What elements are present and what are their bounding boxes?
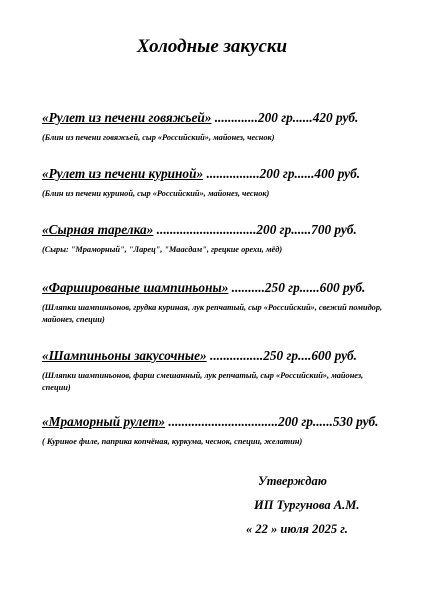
menu-item	[42, 166, 387, 200]
menu-item-price: ................250 гр....600 руб.	[206, 348, 357, 363]
menu-item	[42, 280, 387, 326]
menu-item-line	[42, 280, 387, 296]
menu-item	[42, 110, 387, 144]
menu-item-price: ..........250 гр......600 руб.	[228, 280, 366, 295]
menu-item-name: «Фаршированые шампиньоны»	[42, 280, 229, 295]
menu-item-price: ................200 гр......400 руб.	[203, 166, 361, 181]
menu-item-name: «Мраморный рулет»	[42, 414, 166, 429]
menu-item-description: (Сыры: "Мраморный", "Ларец", "Маасдам", грецкие орехи, мёд)	[42, 245, 283, 254]
menu-item-name: «Шампиньоны закусочные»	[42, 348, 207, 363]
menu-item-description: ( Куриное филе, паприка копчёная, куркума, чеснок, специи, желатин)	[42, 437, 303, 446]
menu-item-line	[42, 166, 387, 182]
menu-item	[42, 222, 387, 256]
approval-label: Утверждаю	[258, 474, 327, 488]
menu-item-price: .................................200 гр......530 руб.	[165, 414, 379, 429]
menu-item	[42, 414, 387, 448]
menu-item-line	[42, 222, 387, 238]
menu-item-name: «Рулет из печени куриной»	[42, 166, 204, 181]
menu-item-price: ..............................200 гр......700 руб.	[153, 222, 357, 237]
menu-item-description: (Шляпки шампиньонов, грудка куриная, лук репчатый, сыр «Российский», свежий помидор, майонез, специи)	[42, 303, 383, 324]
menu-item-line	[42, 348, 387, 364]
page-title: Холодные закуски	[136, 36, 288, 57]
menu-item	[42, 348, 387, 394]
approval-date: « 22 » июля 2025 г.	[246, 522, 348, 536]
menu-item-line	[42, 110, 387, 126]
menu-item-price: .............200 гр......420 руб.	[211, 110, 359, 125]
menu-item-name: «Рулет из печени говяжьей»	[42, 110, 212, 125]
approval-signer: ИП Тургунова А.М.	[254, 498, 360, 512]
menu-item-description: (Блин из печени куриной, сыр «Российский», майонез, чеснок)	[42, 189, 270, 198]
menu-item-name: «Сырная тарелка»	[42, 222, 154, 237]
menu-item-line	[42, 414, 387, 430]
menu-item-description: (Шляпки шампиньонов, фарш смешанный, лук репчатый, сыр «Российский», майонез, специи)	[42, 371, 364, 392]
menu-item-description: (Блин из печени говяжьей, сыр «Российский», майонез, чеснок)	[42, 133, 275, 142]
